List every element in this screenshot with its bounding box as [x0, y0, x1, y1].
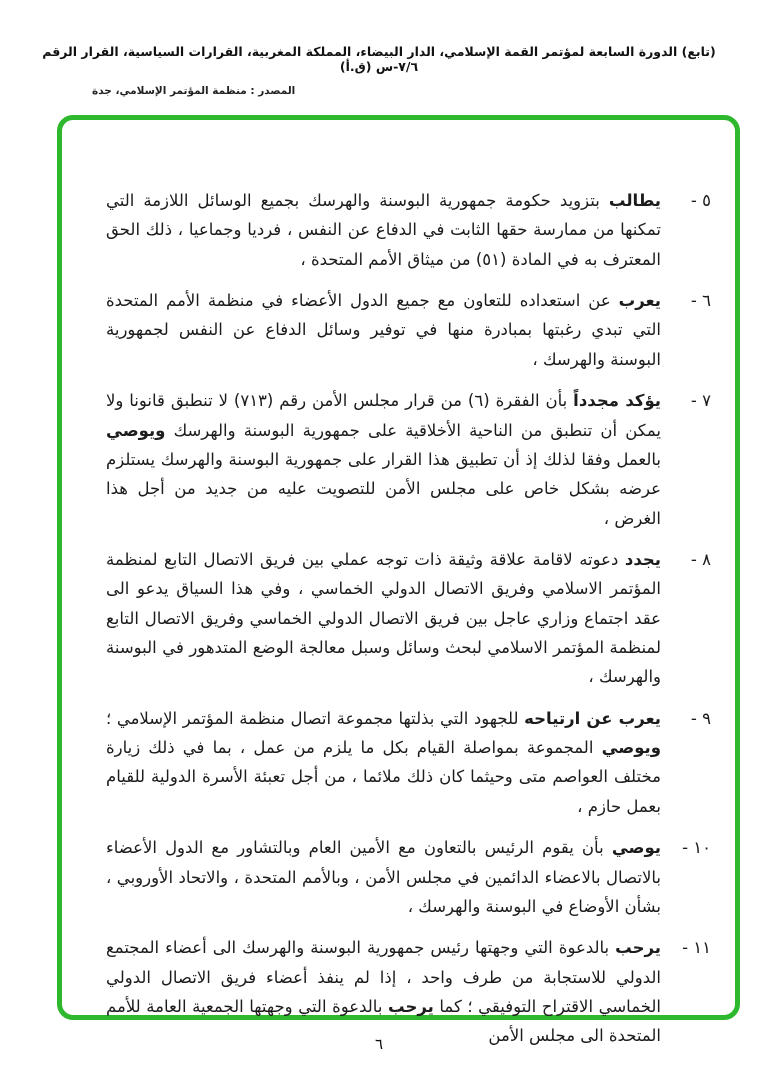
item-text: يطالب بتزويد حكومة جمهورية البوسنة والهرسك بجميع الوسائل اللازمة التي تمكنها من ممارسة حقها الثابت في الدفاع عن النفس ، فرديا وجماعيا ، ذلك الحق المعترف به في المادة (٥١) من ميثاق الأمم المتحدة ، [106, 191, 661, 269]
item-text: يرحب بالدعوة التي وجهتها رئيس جمهورية البوسنة والهرسك الى أعضاء المجتمع الدولي للاستجابة من طرف واحد ، إذا لم ينفذ أعضاء فريق الاتصال الدولي الخماسي الاقتراح التوفيقي ؛ كما يرحب بالدعوة التي وجهتها الجمعية العامة للأمم المتحدة الى مجلس الأمن [106, 938, 661, 1046]
green-border-frame [57, 115, 740, 1046]
item-number: ٩ - [690, 708, 711, 728]
item-text: يعرب عن استعداده للتعاون مع جميع الدول الأعضاء في منظمة الأمم المتحدة التي تبدي رغبتها بمبادرة منها في توفير وسائل الدفاع عن النفس لجمهورية البوسنة والهرسك ، [106, 291, 661, 369]
item-number: ٧ - [690, 391, 711, 411]
item-number: ١٠ - [682, 838, 711, 858]
resolution-item [106, 545, 711, 692]
resolution-item [106, 186, 711, 274]
item-number: ٥ - [690, 191, 711, 210]
page-footer [0, 1034, 758, 1053]
item-text: يجدد دعوته لاقامة علاقة وثيقة ذات توجه عملي بين فريق الاتصال التابع لمنظمة المؤتمر الاسلامي وفريق الاتصال الدولي الخماسي ، وفي هذا السياق يدعو الى عقد اجتماع وزاري عاجل بين فريق الاتصال الدولي الخماسي وفريق الاتصال التابع لمنظمة المؤتمر الاسلامي لبحث وسائل وسبل معالجة الوضع المتدهور في البوسنة والهرسك ، [106, 549, 661, 687]
item-text: يوصي بأن يقوم الرئيس بالتعاون مع الأمين العام وبالتشاور مع الدول الأعضاء بالاتصال بالاعضاء الدائمين في مجلس الأمن ، وبالأمم المتحدة ، والاتحاد الأوروبي ، بشأن الأوضاع في البوسنة والهرسك ، [106, 838, 661, 916]
page-header [0, 0, 758, 97]
resolution-item [106, 704, 711, 821]
item-number: ٦ - [690, 291, 711, 311]
resolution-items-list [106, 186, 711, 1063]
item-text: يؤكد مجدداً بأن الفقرة (٦) من قرار مجلس الأمن رقم (٧١٣) لا تنطبق قانونا ولا يمكن أن تنطبق من الناحية الأخلاقية على جمهورية البوسنة والهرسك ويوصي بالعمل وفقا لذلك إذ أن تطبيق هذا القرار على جمهورية البوسنة والهرسك يستلزم عرضه بشكل خاص على مجلس الأمن للتصويت عليه من جديد من أجل هذا الغرض ، [106, 391, 661, 528]
page-number: ٦ [374, 1035, 384, 1053]
document-title: (تابع) الدورة السابعة لمؤتمر القمة الإسلامي، الدار البيضاء، المملكة المغربية، القرارات السياسية، القرار الرقم ٧/٦-س (ق.أ) [42, 44, 716, 74]
item-text: يعرب عن ارتياحه للجهود التي بذلتها مجموعة اتصال منظمة المؤتمر الإسلامي ؛ ويوصي المجموعة بمواصلة القيام بكل ما يلزم من عمل ، بما في ذلك زيارة مختلف العواصم متى وحيثما كان ذلك ملائما ، من أجل تعبئة الأسرة الدولية للقيام بعمل حازم ، [106, 708, 661, 816]
item-number: ٨ - [690, 549, 711, 569]
item-number: ١١ - [682, 938, 711, 958]
document-source: المصدر : منظمة المؤتمر الإسلامي، جدة [92, 85, 296, 97]
resolution-item [106, 833, 711, 921]
resolution-item [106, 386, 711, 533]
resolution-item [106, 286, 711, 374]
